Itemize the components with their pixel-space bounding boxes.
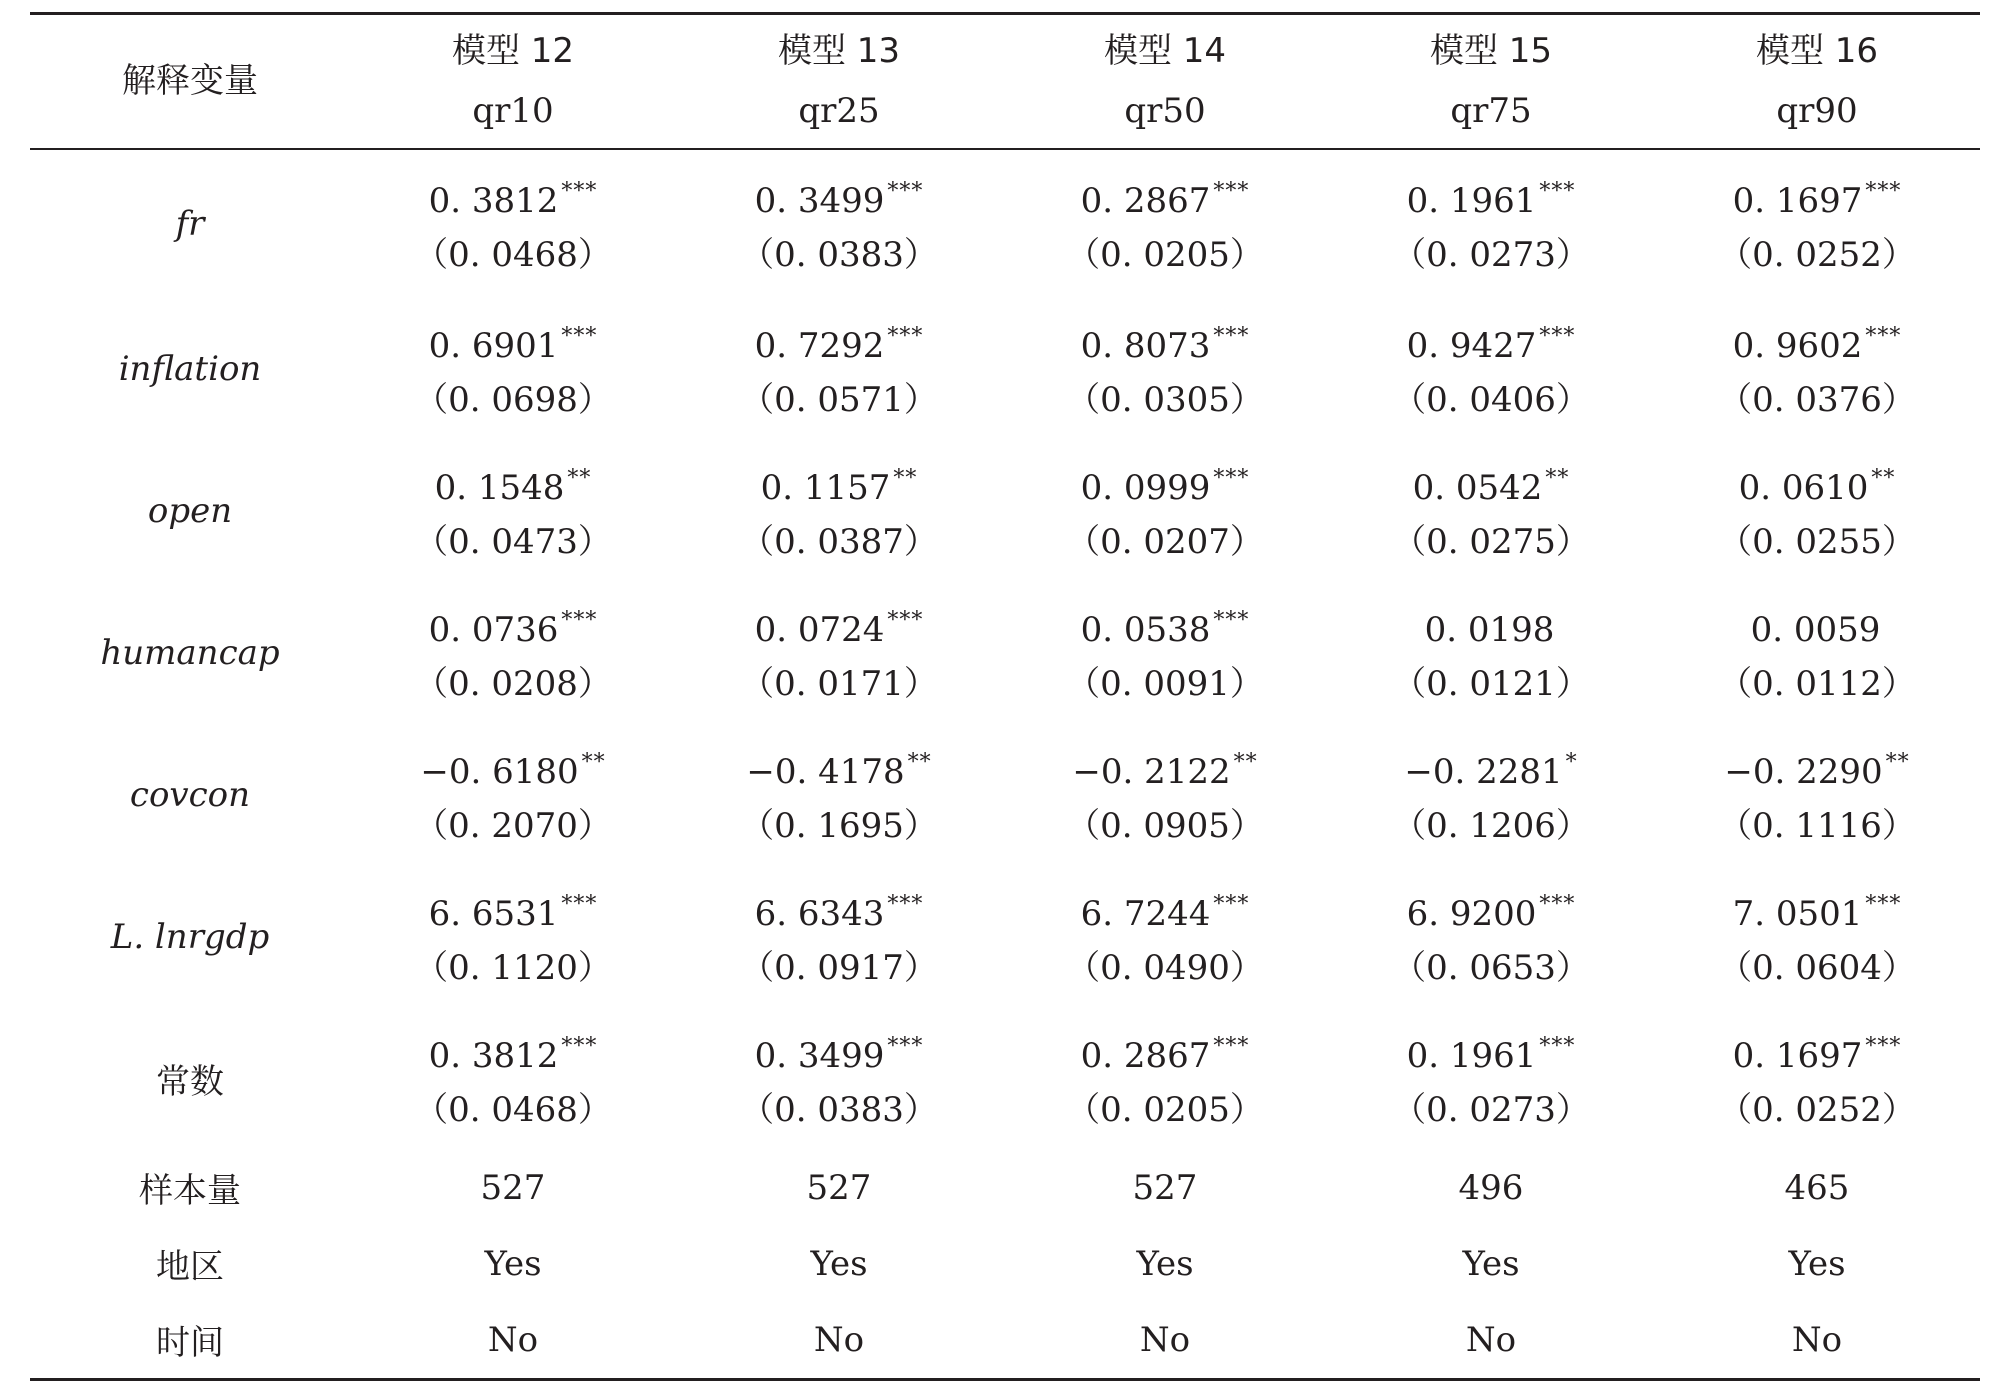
standard-error: （0. 0468） bbox=[414, 1090, 612, 1130]
significance-stars: ** bbox=[1871, 466, 1896, 491]
coefficient-line bbox=[1654, 736, 1980, 799]
coefficient-line bbox=[1002, 594, 1328, 657]
coefficient-value: 0. 3499 bbox=[754, 1036, 885, 1076]
variable-name: L. lnrgdp bbox=[110, 916, 270, 957]
coefficient-line bbox=[350, 878, 676, 941]
coefficient-line bbox=[1002, 878, 1328, 941]
estimate-cell bbox=[1002, 866, 1328, 1008]
model-name: 模型 12 bbox=[451, 31, 575, 72]
coefficient-value: 0. 3812 bbox=[428, 181, 559, 221]
summary-value: No bbox=[1654, 1302, 1980, 1380]
header-model-3 bbox=[1002, 14, 1328, 149]
standard-error: （0. 0473） bbox=[414, 522, 612, 562]
standard-error: （0. 0383） bbox=[740, 235, 938, 275]
significance-stars: *** bbox=[1865, 179, 1902, 204]
summary-value: Yes bbox=[1462, 1243, 1520, 1284]
estimate-cell bbox=[1002, 440, 1328, 582]
coefficient-line bbox=[350, 594, 676, 657]
estimate-cell bbox=[1654, 724, 1980, 866]
estimate-cell bbox=[1002, 298, 1328, 440]
significance-stars: *** bbox=[887, 1034, 924, 1059]
significance-stars: ** bbox=[893, 466, 918, 491]
summary-value: No bbox=[350, 1302, 676, 1380]
coefficient-line bbox=[1654, 452, 1980, 515]
table-row bbox=[30, 149, 1980, 298]
coefficient-line bbox=[350, 452, 676, 515]
significance-stars: ** bbox=[907, 750, 932, 775]
header-model-2 bbox=[676, 14, 1002, 149]
estimate-cell bbox=[350, 582, 676, 724]
variable-name: humancap bbox=[100, 632, 280, 673]
coefficient-line bbox=[676, 1020, 1002, 1083]
estimate-cell bbox=[676, 149, 1002, 298]
significance-stars: *** bbox=[1865, 1034, 1902, 1059]
coefficient-value: 0. 0198 bbox=[1424, 610, 1555, 650]
coefficient-line bbox=[676, 736, 1002, 799]
table-row bbox=[30, 866, 1980, 1008]
standard-error: （0. 0207） bbox=[1066, 522, 1264, 562]
coefficient-value: 0. 0538 bbox=[1080, 610, 1211, 650]
coefficient-line bbox=[1328, 594, 1654, 657]
coefficient-line bbox=[1328, 736, 1654, 799]
coefficient-line bbox=[1002, 165, 1328, 228]
significance-stars: *** bbox=[561, 1034, 598, 1059]
coefficient-line bbox=[676, 594, 1002, 657]
coefficient-value: 6. 6531 bbox=[428, 894, 559, 934]
estimate-cell bbox=[676, 440, 1002, 582]
estimate-cell bbox=[1654, 582, 1980, 724]
summary-value: No bbox=[1002, 1302, 1328, 1380]
standard-error: （0. 0205） bbox=[1066, 1090, 1264, 1130]
estimate-cell bbox=[350, 298, 676, 440]
significance-stars: ** bbox=[581, 750, 606, 775]
header-model-1 bbox=[350, 14, 676, 149]
estimate-cell bbox=[1328, 582, 1654, 724]
significance-stars: *** bbox=[561, 324, 598, 349]
coefficient-value: 0. 1697 bbox=[1732, 1036, 1863, 1076]
coefficient-line bbox=[1002, 1020, 1328, 1083]
coefficient-value: 0. 0736 bbox=[428, 610, 559, 650]
significance-stars: *** bbox=[1539, 892, 1576, 917]
significance-stars: *** bbox=[561, 608, 598, 633]
standard-error: （0. 0387） bbox=[740, 522, 938, 562]
standard-error: （0. 1206） bbox=[1392, 806, 1590, 846]
estimate-cell bbox=[350, 149, 676, 298]
coefficient-value: 0. 1961 bbox=[1406, 1036, 1537, 1076]
model-quantile: qr25 bbox=[798, 91, 880, 132]
header-model-5 bbox=[1654, 14, 1980, 149]
coefficient-line bbox=[1654, 310, 1980, 373]
significance-stars: ** bbox=[567, 466, 592, 491]
coefficient-value: 0. 1548 bbox=[434, 468, 565, 508]
significance-stars: *** bbox=[1539, 1034, 1576, 1059]
coefficient-line bbox=[1002, 310, 1328, 373]
summary-label: 样本量 bbox=[139, 1171, 241, 1211]
summary-label: 地区 bbox=[156, 1247, 224, 1287]
significance-stars: *** bbox=[887, 324, 924, 349]
significance-stars: *** bbox=[1213, 179, 1250, 204]
coefficient-line bbox=[676, 165, 1002, 228]
standard-error: （0. 1120） bbox=[414, 948, 612, 988]
estimate-cell bbox=[1328, 298, 1654, 440]
coefficient-line bbox=[1328, 878, 1654, 941]
significance-stars: *** bbox=[887, 179, 924, 204]
coefficient-value: 6. 7244 bbox=[1080, 894, 1211, 934]
coefficient-line bbox=[1328, 452, 1654, 515]
header-model-4 bbox=[1328, 14, 1654, 149]
estimate-cell bbox=[1328, 1008, 1654, 1150]
significance-stars: *** bbox=[887, 608, 924, 633]
variable-name: fr bbox=[175, 203, 205, 244]
table-row bbox=[30, 724, 1980, 866]
summary-value: 527 bbox=[1132, 1167, 1198, 1208]
estimate-cell bbox=[676, 724, 1002, 866]
coefficient-value: 0. 2867 bbox=[1080, 1036, 1211, 1076]
coefficient-value: 7. 0501 bbox=[1732, 894, 1863, 934]
significance-stars: *** bbox=[561, 892, 598, 917]
significance-stars: ** bbox=[1545, 466, 1570, 491]
standard-error: （0. 0273） bbox=[1392, 1090, 1590, 1130]
estimate-cell bbox=[350, 440, 676, 582]
model-quantile: qr50 bbox=[1124, 91, 1206, 132]
significance-stars: * bbox=[1565, 750, 1578, 775]
estimate-cell bbox=[1002, 724, 1328, 866]
summary-value: Yes bbox=[484, 1243, 542, 1284]
coefficient-value: 0. 1697 bbox=[1732, 181, 1863, 221]
coefficient-line bbox=[676, 878, 1002, 941]
model-name: 模型 16 bbox=[1755, 31, 1879, 72]
significance-stars: *** bbox=[1213, 608, 1250, 633]
standard-error: （0. 0571） bbox=[740, 380, 938, 420]
coefficient-value: 0. 1157 bbox=[760, 468, 891, 508]
coefficient-value: 0. 0059 bbox=[1750, 610, 1881, 650]
coefficient-line bbox=[1328, 1020, 1654, 1083]
estimate-cell bbox=[1654, 298, 1980, 440]
estimate-cell bbox=[1002, 1008, 1328, 1150]
estimate-cell bbox=[1328, 724, 1654, 866]
standard-error: （0. 0208） bbox=[414, 664, 612, 704]
coefficient-line bbox=[350, 1020, 676, 1083]
coefficient-line bbox=[1654, 165, 1980, 228]
coefficient-value: 0. 3499 bbox=[754, 181, 885, 221]
standard-error: （0. 0376） bbox=[1718, 380, 1916, 420]
coefficient-value: 6. 6343 bbox=[754, 894, 885, 934]
coefficient-value: 0. 1961 bbox=[1406, 181, 1537, 221]
summary-value: Yes bbox=[1788, 1243, 1846, 1284]
coefficient-value: 6. 9200 bbox=[1406, 894, 1537, 934]
standard-error: （0. 0917） bbox=[740, 948, 938, 988]
coefficient-value: 0. 9427 bbox=[1406, 326, 1537, 366]
coefficient-value: 0. 0724 bbox=[754, 610, 885, 650]
summary-value: Yes bbox=[1136, 1243, 1194, 1284]
estimate-cell bbox=[1654, 866, 1980, 1008]
variable-name: covcon bbox=[129, 774, 251, 815]
coefficient-value: 0. 8073 bbox=[1080, 326, 1211, 366]
variable-name: inflation bbox=[118, 348, 262, 389]
summary-row bbox=[30, 1226, 1980, 1302]
header-row bbox=[30, 14, 1980, 149]
estimate-cell bbox=[350, 724, 676, 866]
standard-error: （0. 0091） bbox=[1066, 664, 1264, 704]
coefficient-value: 0. 9602 bbox=[1732, 326, 1863, 366]
standard-error: （0. 0252） bbox=[1718, 1090, 1916, 1130]
standard-error: （0. 0490） bbox=[1066, 948, 1264, 988]
coefficient-line bbox=[350, 736, 676, 799]
estimate-cell bbox=[350, 1008, 676, 1150]
estimate-cell bbox=[1328, 149, 1654, 298]
coefficient-value: 0. 7292 bbox=[754, 326, 885, 366]
coefficient-line bbox=[1002, 736, 1328, 799]
regression-table-container bbox=[30, 12, 1980, 1381]
table-row bbox=[30, 440, 1980, 582]
coefficient-value: 0. 0610 bbox=[1738, 468, 1869, 508]
variable-name: open bbox=[147, 490, 233, 531]
standard-error: （0. 2070） bbox=[414, 806, 612, 846]
significance-stars: *** bbox=[1539, 179, 1576, 204]
estimate-cell bbox=[1002, 149, 1328, 298]
coefficient-line bbox=[676, 452, 1002, 515]
standard-error: （0. 0275） bbox=[1392, 522, 1590, 562]
coefficient-line bbox=[1328, 310, 1654, 373]
standard-error: （0. 1116） bbox=[1718, 806, 1916, 846]
estimate-cell bbox=[350, 866, 676, 1008]
model-quantile: qr75 bbox=[1450, 91, 1532, 132]
estimate-cell bbox=[1654, 440, 1980, 582]
coefficient-value: −0. 6180 bbox=[420, 752, 579, 792]
header-variable-label: 解释变量 bbox=[122, 61, 258, 102]
model-quantile: qr90 bbox=[1776, 91, 1858, 132]
significance-stars: *** bbox=[1865, 324, 1902, 349]
standard-error: （0. 0383） bbox=[740, 1090, 938, 1130]
standard-error: （0. 0273） bbox=[1392, 235, 1590, 275]
summary-value: No bbox=[676, 1302, 1002, 1380]
significance-stars: *** bbox=[1213, 466, 1250, 491]
summary-value: 465 bbox=[1784, 1167, 1850, 1208]
summary-row bbox=[30, 1302, 1980, 1380]
estimate-cell bbox=[676, 866, 1002, 1008]
standard-error: （0. 0252） bbox=[1718, 235, 1916, 275]
coefficient-line bbox=[350, 165, 676, 228]
coefficient-line bbox=[1654, 594, 1980, 657]
regression-table bbox=[30, 12, 1980, 1381]
standard-error: （0. 0112） bbox=[1718, 664, 1916, 704]
standard-error: （0. 1695） bbox=[740, 806, 938, 846]
coefficient-line bbox=[1328, 165, 1654, 228]
model-name: 模型 15 bbox=[1429, 31, 1553, 72]
significance-stars: *** bbox=[561, 179, 598, 204]
estimate-cell bbox=[1654, 149, 1980, 298]
standard-error: （0. 0205） bbox=[1066, 235, 1264, 275]
standard-error: （0. 0698） bbox=[414, 380, 612, 420]
coefficient-value: 0. 3812 bbox=[428, 1036, 559, 1076]
summary-row bbox=[30, 1150, 1980, 1226]
significance-stars: *** bbox=[1213, 892, 1250, 917]
table-header bbox=[30, 14, 1980, 149]
table-row bbox=[30, 298, 1980, 440]
variable-name: 常数 bbox=[156, 1062, 224, 1102]
coefficient-line bbox=[1654, 878, 1980, 941]
coefficient-value: −0. 2281 bbox=[1404, 752, 1563, 792]
coefficient-value: 0. 2867 bbox=[1080, 181, 1211, 221]
coefficient-line bbox=[1654, 1020, 1980, 1083]
summary-value: 527 bbox=[480, 1167, 546, 1208]
model-quantile: qr10 bbox=[472, 91, 554, 132]
coefficient-line bbox=[1002, 452, 1328, 515]
summary-value: No bbox=[1328, 1302, 1654, 1380]
coefficient-value: −0. 2290 bbox=[1724, 752, 1883, 792]
coefficient-value: 0. 0999 bbox=[1080, 468, 1211, 508]
standard-error: （0. 0305） bbox=[1066, 380, 1264, 420]
standard-error: （0. 0468） bbox=[414, 235, 612, 275]
coefficient-line bbox=[676, 310, 1002, 373]
significance-stars: *** bbox=[1213, 1034, 1250, 1059]
standard-error: （0. 0905） bbox=[1066, 806, 1264, 846]
significance-stars: ** bbox=[1885, 750, 1910, 775]
coefficient-value: 0. 0542 bbox=[1412, 468, 1543, 508]
estimate-cell bbox=[1328, 866, 1654, 1008]
coefficient-line bbox=[350, 310, 676, 373]
header-variable-column bbox=[30, 14, 350, 149]
standard-error: （0. 0406） bbox=[1392, 380, 1590, 420]
standard-error: （0. 0604） bbox=[1718, 948, 1916, 988]
table-row bbox=[30, 582, 1980, 724]
significance-stars: *** bbox=[1213, 324, 1250, 349]
table-row bbox=[30, 1008, 1980, 1150]
estimate-cell bbox=[676, 298, 1002, 440]
coefficient-value: −0. 4178 bbox=[746, 752, 905, 792]
coefficient-value: 0. 6901 bbox=[428, 326, 559, 366]
standard-error: （0. 0171） bbox=[740, 664, 938, 704]
summary-value: Yes bbox=[810, 1243, 868, 1284]
estimate-cell bbox=[676, 1008, 1002, 1150]
estimate-cell bbox=[676, 582, 1002, 724]
model-name: 模型 13 bbox=[777, 31, 901, 72]
summary-value: 496 bbox=[1458, 1167, 1524, 1208]
significance-stars: ** bbox=[1233, 750, 1258, 775]
estimate-cell bbox=[1654, 1008, 1980, 1150]
model-name: 模型 14 bbox=[1103, 31, 1227, 72]
coefficient-value: −0. 2122 bbox=[1072, 752, 1231, 792]
significance-stars: *** bbox=[1539, 324, 1576, 349]
standard-error: （0. 0121） bbox=[1392, 664, 1590, 704]
significance-stars: *** bbox=[887, 892, 924, 917]
standard-error: （0. 0653） bbox=[1392, 948, 1590, 988]
table-body bbox=[30, 149, 1980, 1380]
summary-label: 时间 bbox=[30, 1302, 350, 1380]
significance-stars: *** bbox=[1865, 892, 1902, 917]
estimate-cell bbox=[1002, 582, 1328, 724]
estimate-cell bbox=[1328, 440, 1654, 582]
summary-value: 527 bbox=[806, 1167, 872, 1208]
standard-error: （0. 0255） bbox=[1718, 522, 1916, 562]
